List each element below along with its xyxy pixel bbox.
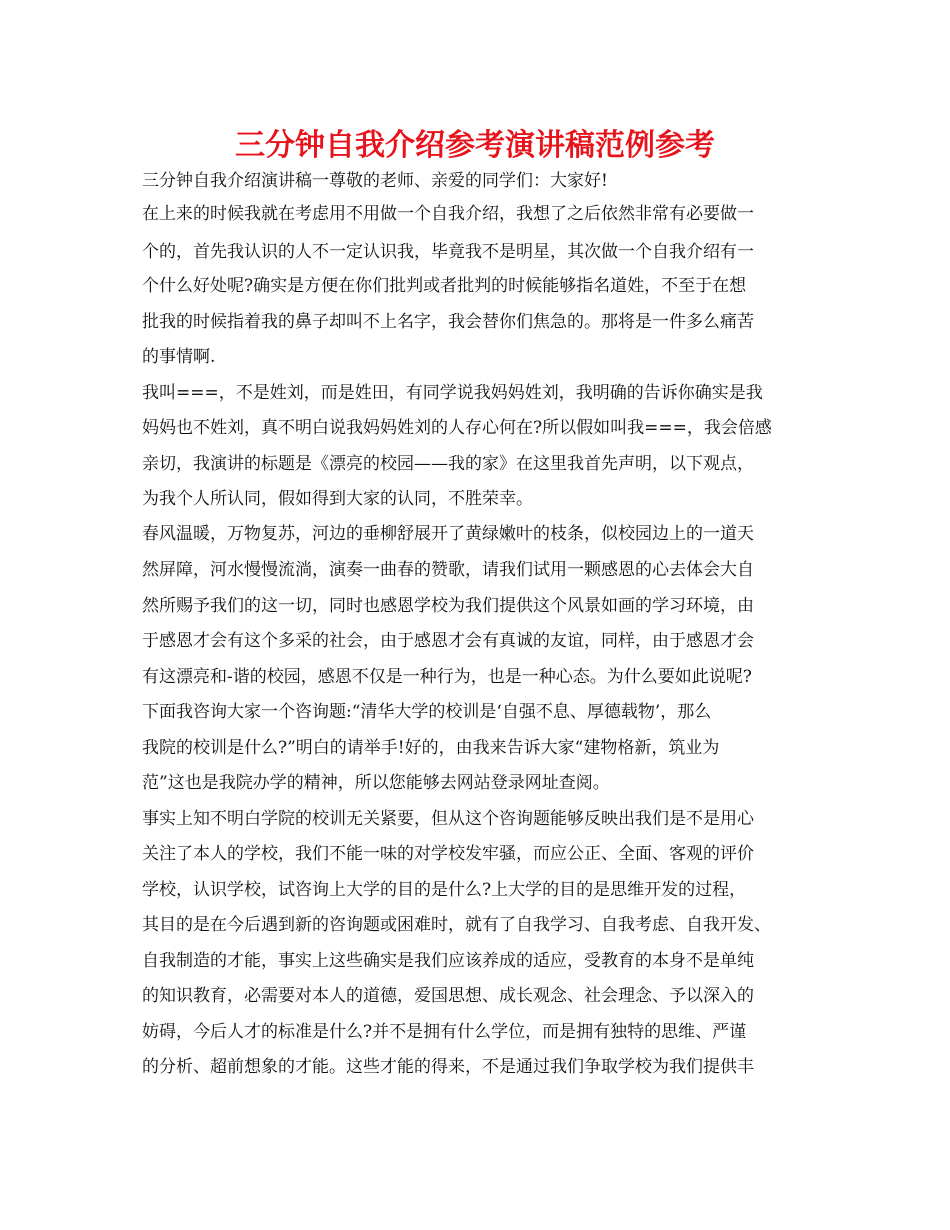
body-line: 其目的是在今后遇到新的咨询题或困难时，就有了自我学习、自我考虑、自我开发、 <box>142 915 771 935</box>
body-line: 三分钟自我介绍演讲稿一尊敬的老师、亲爱的同学们：大家好! <box>142 171 608 191</box>
body-line: 关注了本人的学校，我们不能一味的对学校发牢骚，而应公正、全面、客观的评价 <box>142 844 754 864</box>
body-line: 妨碍，今后人才的标准是什么?并不是拥有什么学位，而是拥有独特的思维、严谨 <box>142 1022 747 1042</box>
body-line: 然所赐予我们的这一切，同时也感恩学校为我们提供这个风景如画的学习环境，由 <box>142 596 754 616</box>
body-line: 的事情啊. <box>142 347 216 367</box>
body-line: 我叫===，不是姓刘，而是姓田，有同学说我妈妈姓刘，我明确的告诉你确实是我 <box>142 383 763 403</box>
body-line: 批我的时候指着我的鼻子却叫不上名字，我会替你们焦急的。那将是一件多么痛苦 <box>142 312 754 332</box>
body-line: 的知识教育，必需要对本人的道德，爱国思想、成长观念、社会理念、予以深入的 <box>142 986 754 1006</box>
body-line: 自我制造的才能，事实上这些确实是我们应该养成的适应，受教育的本身不是单纯 <box>142 951 754 971</box>
document-title: 三分钟自我介绍参考演讲稿范例参考 <box>235 128 715 163</box>
body-line: 我院的校训是什么?”明白的请举手!好的，由我来告诉大家“建物格新，筑业为 <box>142 738 720 758</box>
body-line: 妈妈也不姓刘，真不明白说我妈妈姓刘的人存心何在?所以假如叫我===，我会倍感 <box>142 418 772 438</box>
body-line: 个的，首先我认识的人不一定认识我，毕竟我不是明星，其次做一个自我介绍有一 <box>142 242 754 262</box>
body-line: 春风温暖，万物复苏，河边的垂柳舒展开了黄绿嫩叶的枝条，似校园边上的一道天 <box>142 524 754 544</box>
body-line: 亲切，我演讲的标题是《漂亮的校园——我的家》在这里我首先声明，以下观点， <box>142 454 754 474</box>
body-line: 范”这也是我院办学的精神，所以您能够去网站登录网址查阅。 <box>142 773 610 793</box>
body-line: 下面我咨询大家一个咨询题:“清华大学的校训是‘自强不息、厚德载物’，那么 <box>142 702 712 722</box>
body-line: 为我个人所认同，假如得到大家的认同，不胜荣幸。 <box>142 489 533 509</box>
body-line: 事实上知不明白学院的校训无关紧要，但从这个咨询题能够反映出我们是不是用心 <box>142 809 754 829</box>
body-line: 学校，认识学校，试咨询上大学的目的是什么?上大学的目的是思维开发的过程， <box>142 880 747 900</box>
body-line: 有这漂亮和-谐的校园，感恩不仅是一种行为，也是一种心态。为什么要如此说呢? <box>142 667 752 687</box>
body-line: 在上来的时候我就在考虑用不用做一个自我介绍，我想了之后依然非常有必要做一 <box>142 204 754 224</box>
body-line: 然屏障，河水慢慢流淌，演奏一曲春的赞歌，请我们试用一颗感恩的心去体会大自 <box>142 560 754 580</box>
body-line: 的分析、超前想象的才能。这些才能的得来，不是通过我们争取学校为我们提供丰 <box>142 1057 754 1077</box>
body-line: 于感恩才会有这个多采的社会，由于感恩才会有真诚的友谊，同样，由于感恩才会 <box>142 631 754 651</box>
body-line: 个什么好处呢?确实是方便在你们批判或者批判的时候能够指名道姓，不至于在想 <box>142 276 747 296</box>
